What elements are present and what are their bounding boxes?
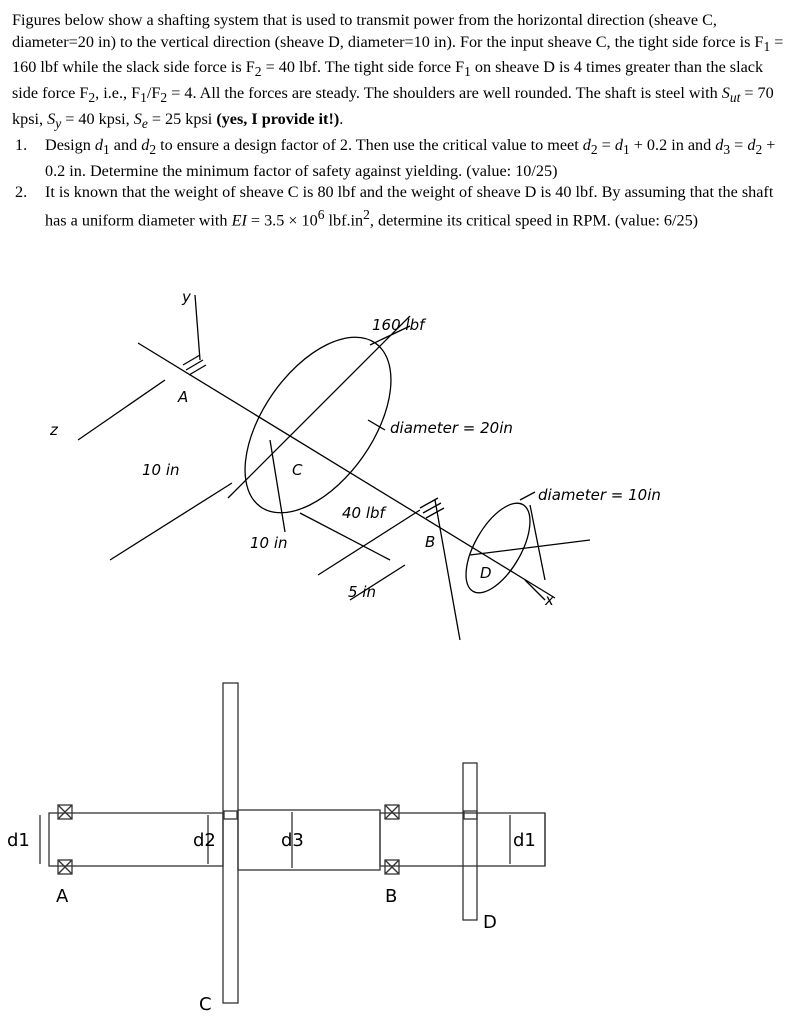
question-number: 2.: [15, 183, 28, 202]
dia-c-label: diameter = 20in: [390, 419, 513, 437]
intro-text: = 40 lbf. The tight side force F: [261, 58, 465, 77]
intro-text: = 70 kpsi,: [12, 84, 774, 129]
dim-10a-label: 10 in: [142, 461, 180, 479]
subscript: 2: [160, 90, 168, 106]
z-axis-label: z: [50, 421, 58, 439]
d3-label: d3: [281, 830, 304, 851]
subscript: 1: [763, 38, 771, 54]
bearing-a: [58, 805, 72, 874]
d1-left-label: d1: [7, 830, 30, 851]
superscript: 6: [317, 206, 325, 222]
key-c: [224, 811, 237, 819]
force-40-label: 40 lbf: [342, 504, 385, 522]
bearing-a-label: A: [178, 388, 189, 406]
intro-text: = 160 lbf while the slack side force is F: [12, 32, 784, 77]
question-text: =: [730, 135, 748, 154]
intro-text: = 4. All the forces are steady. The shoulders are well rounded. The shaft is steel with: [167, 84, 722, 103]
shaft-middle-section: [238, 810, 380, 870]
subscript: 1: [464, 64, 471, 80]
d1-right-label: d1: [513, 830, 536, 851]
math-var: S: [721, 84, 730, 103]
d2-label: d2: [193, 830, 216, 851]
math-var: d: [747, 135, 756, 154]
y-axis-label: y: [182, 288, 191, 306]
intro-text: .: [339, 110, 344, 129]
dim-5-label: 5 in: [348, 583, 376, 601]
question-text: It is known that the weight of sheave C is 80 lbf and the weight of sheave D is 40 lbf. By assuming that the shaft has a uniform diameter with: [45, 183, 774, 230]
subscript: 2: [755, 142, 763, 158]
question-number: 1.: [15, 135, 28, 154]
question-text: + 0.2 in. Determine the minimum factor of safety against yielding. (value: 10/25): [45, 135, 776, 180]
subscript: y: [55, 116, 62, 132]
superscript: 2: [363, 206, 370, 222]
intro-text: Figures below show a shafting system that is used to transmit power from the horizontal direction (sheave C, diameter=20 in) to the vertical direction (sheave D, diameter=10 in). For the input sheave C, the tight side force is F: [12, 11, 764, 51]
subscript: 2: [88, 90, 96, 106]
subscript: 1: [140, 90, 147, 106]
question-text: and: [109, 135, 142, 154]
question-text: lbf.in: [324, 211, 364, 230]
math-var: S: [47, 110, 56, 129]
key-d: [464, 811, 477, 819]
dia-d-label: diameter = 10in: [538, 486, 661, 504]
intro-text: , i.e., F: [95, 84, 141, 103]
bearing-b-label: B: [425, 533, 436, 551]
math-var: d: [614, 135, 623, 154]
sheave-d-body: [463, 763, 477, 920]
math-var: d: [582, 135, 591, 154]
intro-text: = 25 kpsi: [147, 110, 217, 129]
sheave-c-label: C: [292, 461, 303, 479]
intro-text: /F: [146, 84, 161, 103]
question-text: , determine its critical speed in RPM. (value: 6/25): [369, 211, 699, 230]
math-var: d: [141, 135, 150, 154]
subscript: e: [141, 116, 148, 132]
math-var: EI: [231, 211, 247, 230]
question-text: + 0.2 in and: [629, 135, 716, 154]
subscript: 2: [590, 142, 598, 158]
subscript: 3: [723, 142, 731, 158]
sheave-c-label: C: [199, 994, 212, 1015]
math-var: d: [715, 135, 724, 154]
intro-text: on sheave D is 4 times greater than the slack side force F: [12, 58, 764, 103]
sheave-d-label: D: [483, 912, 497, 933]
subscript: 2: [254, 64, 262, 80]
bearing-b: [385, 805, 399, 874]
math-var: d: [94, 135, 103, 154]
math-var: S: [133, 110, 142, 129]
sheave-c-body: [223, 683, 238, 1003]
x-axis-label: x: [545, 591, 554, 609]
question-text: =: [597, 135, 615, 154]
bearing-b-label: B: [385, 886, 398, 907]
dim-10b-label: 10 in: [250, 534, 288, 552]
subscript: 1: [103, 142, 110, 158]
intro-text: = 40 kpsi,: [61, 110, 134, 129]
question-text: = 3.5 × 10: [246, 211, 318, 230]
sheave-d-label: D: [480, 564, 492, 582]
question-text: Design: [45, 135, 95, 154]
bearing-a-label: A: [56, 886, 69, 907]
subscript: 2: [149, 142, 157, 158]
force-160-label: 160 lbf: [372, 316, 425, 334]
question-text: to ensure a design factor of 2. Then use the critical value to meet: [156, 135, 583, 154]
subscript: ut: [729, 90, 741, 106]
subscript: 1: [622, 142, 630, 158]
bold-note: (yes, I provide it!): [216, 110, 340, 129]
